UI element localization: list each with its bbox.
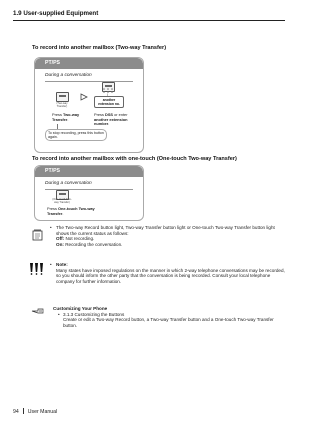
section1-during: During a conversation bbox=[45, 73, 92, 78]
section1-during-rule bbox=[45, 81, 133, 82]
warning-exclamation-icon bbox=[28, 262, 46, 276]
manual-name: User Manual bbox=[27, 409, 58, 415]
section1-badge: PT/PS bbox=[45, 60, 60, 66]
section1-step1-text: Press Two-way Transfer. bbox=[52, 112, 80, 122]
bullet1-text: • The Two-way Record button light, Two-way Transfer button light or One-touch Two-way Transfer button light shows the current status as follows: Off: Not recording. On: Recording the conversation. bbox=[50, 225, 275, 247]
keypad-icon bbox=[101, 87, 115, 95]
section1-title: To record into another mailbox (Two-way Transfer) bbox=[32, 45, 167, 51]
stop-recording-note: To stop recording, press this button again. bbox=[45, 129, 107, 141]
customizing-section: Customizing Your Phone • 3.1.3 Customizing the Buttons Create or edit a Two-way Record button, a Two-way Transfer button and a One-touch Two-way Transfer button. bbox=[53, 306, 274, 328]
or-separator: | bbox=[107, 92, 109, 97]
notepad-icon bbox=[32, 229, 43, 241]
customizing-desc: Create or edit a Two-way Record button, a Two-way Transfer button and a One-touch Two-way Transfer button. bbox=[63, 317, 274, 328]
customizing-title: Customizing Your Phone bbox=[53, 306, 108, 311]
section2-badge-bar bbox=[35, 166, 143, 177]
hand-pointer-icon bbox=[31, 306, 45, 315]
page-footer bbox=[13, 408, 57, 415]
arrow-right-icon bbox=[80, 93, 88, 101]
two-way-transfer-key-icon bbox=[56, 92, 69, 102]
one-touch-key-label: (One-touch Two-way Transfer) bbox=[52, 198, 72, 204]
section2-during: During a conversation bbox=[45, 181, 92, 186]
section1-procedure-box bbox=[34, 57, 144, 153]
two-way-transfer-key-label: (Two-way Transfer) bbox=[56, 102, 68, 108]
header-rule bbox=[13, 20, 285, 21]
section2-procedure-box bbox=[34, 165, 144, 221]
section2-badge: PT/PS bbox=[45, 168, 60, 174]
footer-separator bbox=[23, 408, 24, 414]
section1-badge-bar bbox=[35, 58, 143, 69]
customizing-link[interactable]: 3.1.3 Customizing the Buttons bbox=[63, 311, 125, 317]
section1-step2-text: Press DSS or enter another extension number. bbox=[94, 112, 128, 127]
another-extension-no-box: another extension no. bbox=[94, 96, 124, 108]
section2-step-text: Press One-touch Two-way Transfer. bbox=[47, 206, 95, 216]
page-header-title: 1.9 User-supplied Equipment bbox=[13, 10, 99, 17]
bullet2-text: • Note: Many states have imposed regulations on the manner in which 2-way telephone conversations may be recorded, so you should inform the other party that the conversation is being recorded. Consult your local telephone company for further information. bbox=[50, 262, 285, 284]
page-number: 94 bbox=[13, 409, 19, 415]
section2-title: To record into another mailbox with one-touch (One-touch Two-way Transfer) bbox=[32, 156, 237, 162]
